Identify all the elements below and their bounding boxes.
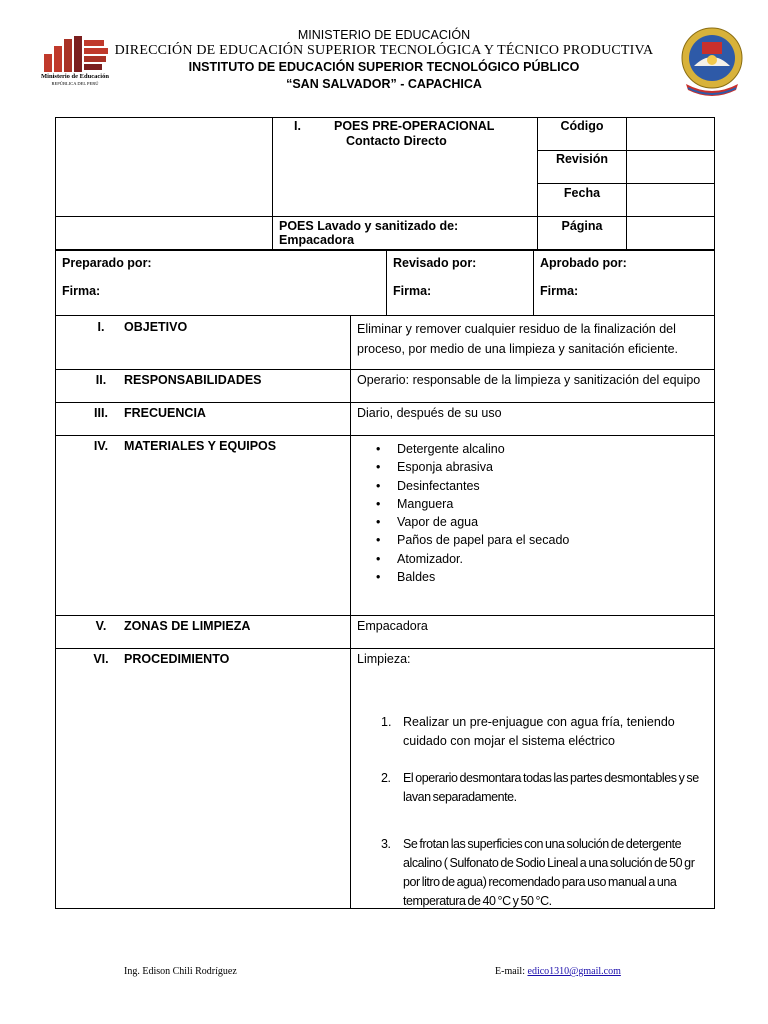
footer-author: Ing. Edison Chili Rodríguez — [124, 966, 237, 977]
institute-seal-icon — [680, 26, 744, 96]
list-item: • Desinfectantes — [397, 477, 714, 495]
section-content: Diario, después de su uso — [351, 403, 715, 436]
procedure-step — [381, 713, 701, 751]
step-text: Se frotan las superficies con una solución de detergente alcalino ( Sulfonato de Sodio Lineal a una solución de 50 gr por litro de agua) recomendado para uso manual a una temperatura de 40 °C y 50 °C. — [403, 837, 695, 908]
doc-title-cell — [273, 118, 538, 217]
prepared-cell — [56, 251, 387, 316]
field-fecha-value — [627, 184, 715, 217]
section-label: MATERIALES Y EQUIPOS — [124, 439, 277, 453]
logo-caption: Ministerio de Educación — [41, 73, 109, 80]
blank-logo-cell-bottom — [56, 217, 273, 250]
header-direction: DIRECCIÓN DE EDUCACIÓN SUPERIOR TECNOLÓGICA Y TÉCNICO PRODUCTIVA — [114, 43, 654, 58]
footer-email — [495, 966, 621, 977]
step-number: 2. — [381, 771, 391, 785]
logo-subcaption: REPÚBLICA DEL PERÚ — [51, 81, 99, 86]
section-num: I. — [97, 320, 105, 334]
sections-table — [55, 315, 715, 909]
section-label: RESPONSABILIDADES — [124, 373, 262, 387]
poes-cell — [273, 217, 538, 250]
section-label: FRECUENCIA — [124, 406, 206, 420]
section-row-frecuencia — [56, 403, 715, 436]
signature-table — [55, 250, 715, 316]
document-header-table — [55, 117, 715, 250]
reviewed-label: Revisado por: — [393, 256, 477, 270]
section-content — [351, 649, 715, 909]
section-row-zonas — [56, 616, 715, 649]
section-num: IV. — [93, 439, 109, 453]
section-label: OBJETIVO — [124, 320, 188, 334]
section-num: V. — [95, 619, 107, 633]
field-revision-label: Revisión — [538, 151, 627, 184]
list-item: • Esponja abrasiva — [397, 458, 714, 476]
approved-label: Aprobado por: — [540, 256, 627, 270]
step-number: 1. — [381, 715, 392, 729]
blank-logo-cell — [56, 118, 273, 217]
list-item: • Manguera — [397, 495, 714, 513]
section-label: ZONAS DE LIMPIEZA — [124, 619, 251, 633]
section-row-objetivo — [56, 316, 715, 370]
poes-value: Empacadora — [279, 233, 355, 247]
poes-label: POES Lavado y sanitizado de: — [279, 219, 459, 233]
header-location: “SAN SALVADOR” - CAPACHICA — [286, 77, 482, 91]
section-row-procedimiento — [56, 649, 715, 909]
field-codigo-label: Código — [538, 118, 627, 151]
section-content: Operario: responsable de la limpieza y sanitización del equipo — [351, 370, 715, 403]
email-link[interactable]: edico1310@gmail.com — [527, 966, 621, 977]
reviewed-firma: Firma: — [393, 284, 432, 298]
section-content — [351, 436, 715, 616]
header-institute: INSTITUTO DE EDUCACIÓN SUPERIOR TECNOLÓGICO PÚBLICO — [188, 60, 580, 74]
section-content: Empacadora — [351, 616, 715, 649]
materials-list — [351, 440, 714, 586]
section-content: Eliminar y remover cualquier residuo de la finalización del proceso, por medio de una limpieza y sanitación eficiente. — [351, 316, 715, 370]
step-text: Realizar un pre-enjuague con agua fría, teniendo cuidado con mojar el sistema eléctrico — [403, 715, 675, 748]
field-fecha-label: Fecha — [538, 184, 627, 217]
prepared-label: Preparado por: — [62, 256, 152, 270]
procedure-step — [381, 769, 711, 807]
approved-firma: Firma: — [540, 284, 579, 298]
list-item: • Paños de papel para el secado — [397, 531, 714, 549]
doc-subtitle: Contacto Directo — [346, 134, 447, 148]
doc-section-num: I. — [294, 119, 301, 133]
doc-title: POES PRE-OPERACIONAL — [334, 119, 495, 133]
field-pagina-label: Página — [538, 217, 627, 250]
list-item: • Baldes — [397, 568, 714, 586]
reviewed-cell — [387, 251, 534, 316]
approved-cell — [534, 251, 715, 316]
step-number: 3. — [381, 837, 391, 851]
field-revision-value — [627, 151, 715, 184]
list-item: • Vapor de agua — [397, 513, 714, 531]
section-label: PROCEDIMIENTO — [124, 652, 230, 666]
list-item: • Atomizador. — [397, 550, 714, 568]
section-row-responsabilidades — [56, 370, 715, 403]
section-num: VI. — [93, 652, 109, 666]
email-label: E-mail: — [495, 966, 525, 977]
section-row-materiales — [56, 436, 715, 616]
section-num: III. — [94, 406, 108, 420]
list-item: • Detergente alcalino — [397, 440, 714, 458]
section-num: II. — [95, 373, 107, 387]
prepared-firma: Firma: — [62, 284, 101, 298]
field-pagina-value — [627, 217, 715, 250]
procedure-step — [381, 835, 711, 911]
procedure-intro: Limpieza: — [357, 652, 411, 666]
header-ministry: MINISTERIO DE EDUCACIÓN — [297, 28, 471, 42]
step-text: El operario desmontara todas las partes desmontables y se lavan separadamente. — [403, 771, 699, 804]
field-codigo-value — [627, 118, 715, 151]
